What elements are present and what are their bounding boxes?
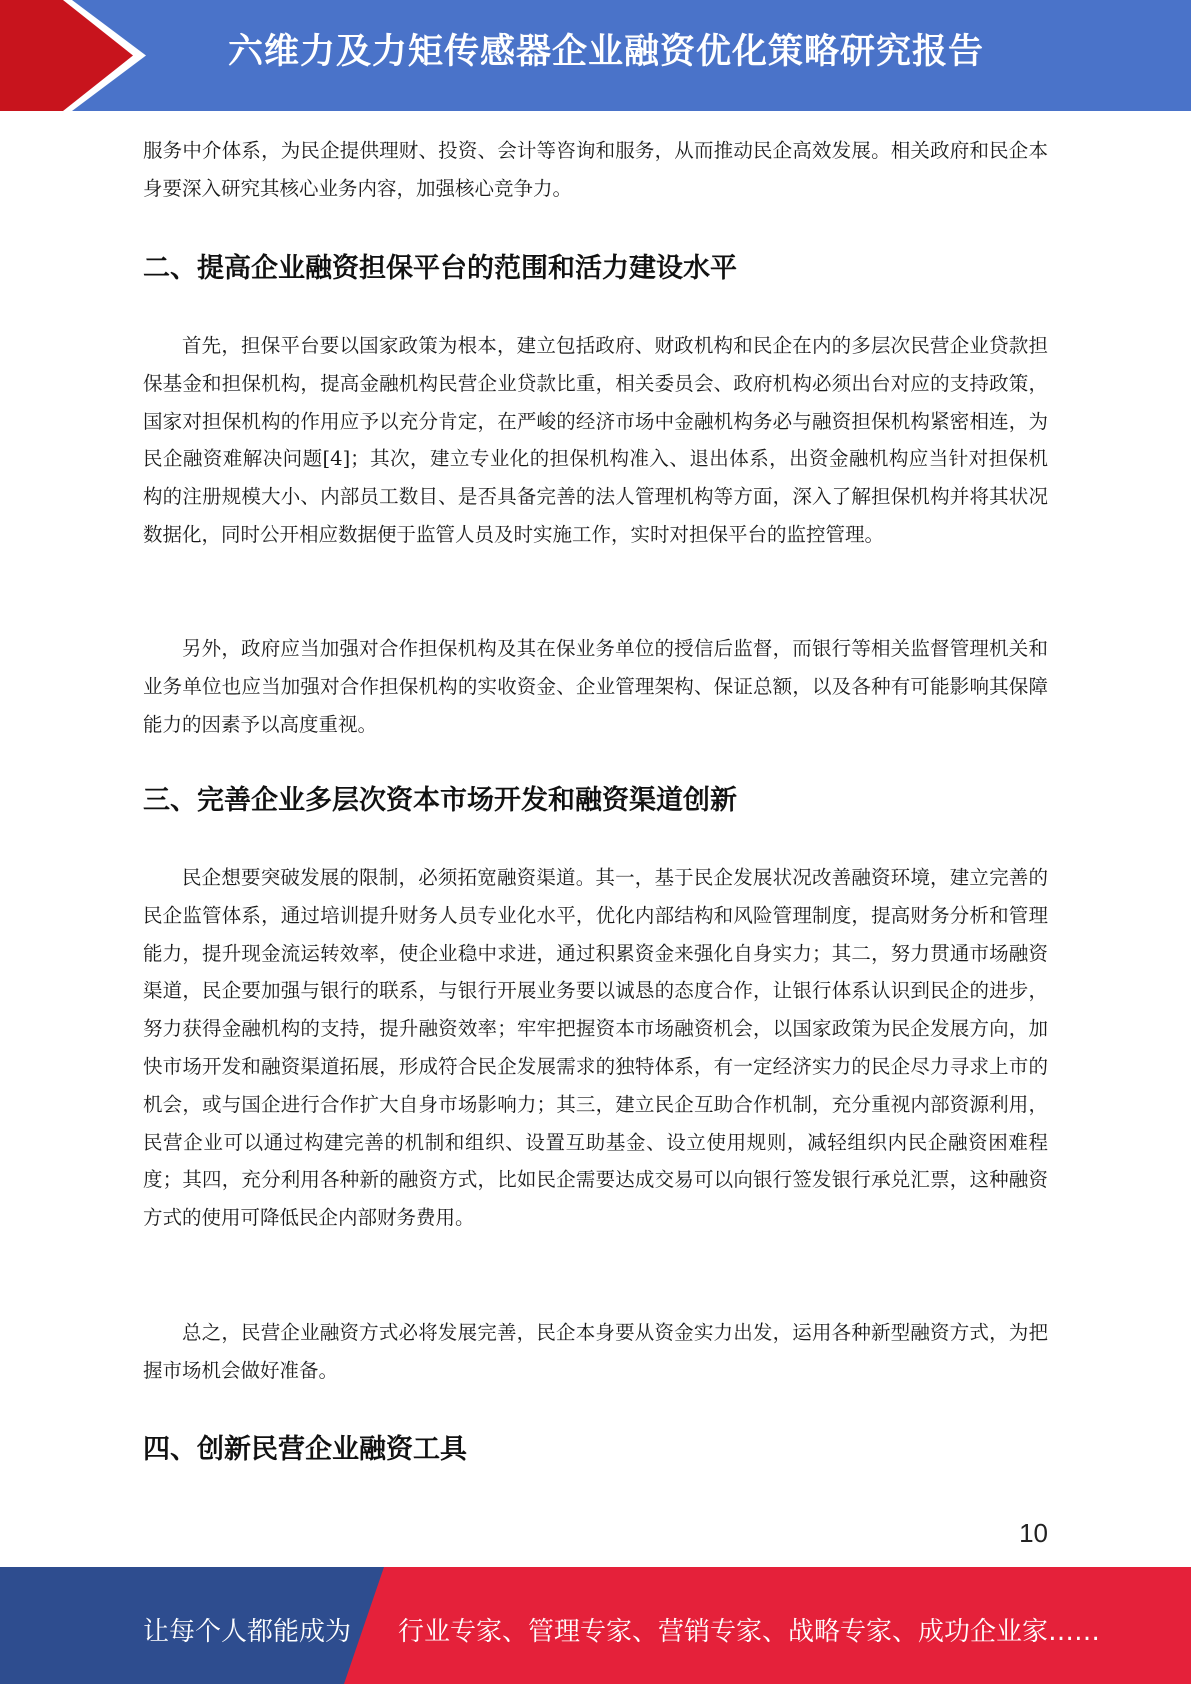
- header-bar: [0, 0, 1191, 111]
- paragraph-guarantee-platform: 首先，担保平台要以国家政策为根本，建立包括政府、财政机构和民企在内的多层次民营企业贷款担保基金和担保机构，提高金融机构民营企业贷款比重，相关委员会、政府机构必须出台对应的支持政策，国家对担保机构的作用应予以充分肯定，在严峻的经济市场中金融机构务必与融资担保机构紧密相连，为民企融资难解决问题[4]；其次，建立专业化的担保机构准入、退出体系，出资金融机构应当针对担保机构的注册规模大小、内部员工数目、是否具备完善的法人管理机构等方面，深入了解担保机构并将其状况数据化，同时公开相应数据便于监管人员及时实施工作，实时对担保平台的监控管理。: [143, 334, 1048, 546]
- arrow-chevron-icon: [0, 0, 160, 111]
- section-heading-2: 二、提高企业融资担保平台的范围和活力建设水平: [143, 253, 737, 284]
- section-heading-3: 三、完善企业多层次资本市场开发和融资渠道创新: [143, 785, 737, 816]
- paragraph-conclusion: 总之，民营企业融资方式必将发展完善，民企本身要从资金实力出发，运用各种新型融资方式，为把握市场机会做好准备。: [143, 1321, 1048, 1382]
- paragraph-supervision: 另外，政府应当加强对合作担保机构及其在保业务单位的授信后监督，而银行等相关监督管理机关和业务单位也应当加强对合作担保机构的实收资金、企业管理架构、保证总额，以及各种有可能影响其保障能力的因素予以高度重视。: [143, 637, 1048, 736]
- paragraph-financing-channels: 民企想要突破发展的限制，必须拓宽融资渠道。其一，基于民企发展状况改善融资环境，建立完善的民企监管体系，通过培训提升财务人员专业化水平，优化内部结构和风险管理制度，提高财务分析和管理能力，提升现金流运转效率，使企业稳中求进，通过积累资金来强化自身实力；其二，努力贯通市场融资渠道，民企要加强与银行的联系，与银行开展业务要以诚恳的态度合作，让银行体系认识到民企的进步，努力获得金融机构的支持，提升融资效率；牢牢把握资本市场融资机会，以国家政策为民企发展方向，加快市场开发和融资渠道拓展，形成符合民企发展需求的独特体系，有一定经济实力的民企尽力寻求上市的机会，或与国企进行合作扩大自身市场影响力；其三，建立民企互助合作机制，充分重视内部资源利用，民营企业可以通过构建完善的机制和组织、设置互助基金、设立使用规则，减轻组织内民企融资困难程度；其四，充分利用各种新的融资方式，比如民企需要达成交易可以向银行签发银行承兑汇票，这种融资方式的使用可降低民企内部财务费用。: [143, 866, 1048, 1230]
- page-number: 10: [1019, 1518, 1048, 1548]
- paragraph-intro: 服务中介体系，为民企提供理财、投资、会计等咨询和服务，从而推动民企高效发展。相关政府和民企本身要深入研究其核心业务内容，加强核心竞争力。: [143, 139, 1048, 200]
- document-title: 六维力及力矩传感器企业融资优化策略研究报告: [228, 32, 985, 72]
- section-heading-4: 四、创新民营企业融资工具: [143, 1434, 467, 1465]
- footer-banner: [0, 1567, 1191, 1684]
- footer-slogan-right: 行业专家、管理专家、营销专家、战略专家、成功企业家……: [398, 1617, 1101, 1647]
- footer-slogan-left: 让每个人都能成为: [143, 1617, 352, 1647]
